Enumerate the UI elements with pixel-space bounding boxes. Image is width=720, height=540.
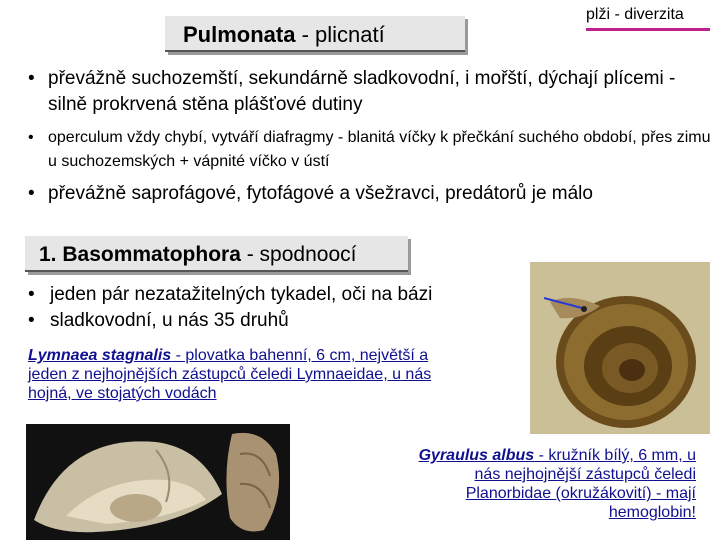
bullet-item [26, 282, 526, 308]
lymnaea-name: Lymnaea stagnalis [28, 347, 172, 364]
bullet-item [26, 66, 716, 118]
bullet-text: operculum vždy chybí, vytváří diafragmy - blanitá víčky k přečkání suchého období, přes zimu u suchozemských + vápnité víčko v ústí [48, 129, 711, 170]
section-title-bold: 1. Basommatophora [39, 243, 241, 266]
bullet-text: jeden pár nezatažitelných tykadel, oči na bázi [50, 284, 433, 305]
planorbid-snail-photo [530, 262, 710, 434]
section-bullets [26, 282, 526, 334]
bullet-icon: • [28, 284, 35, 305]
gyraulus-text: - kružník bílý, 6 mm, u nás nejhojnější zástupců čeledi Planorbidae (okružákovití) - mají hemoglobin! [465, 447, 696, 521]
gyraulus-name: Gyraulus albus [418, 447, 535, 464]
slide-title [165, 16, 465, 52]
bullet-item [26, 182, 716, 206]
pond-snail-shells-photo [26, 424, 290, 540]
topic-label: plži - diverzita [586, 6, 684, 23]
bullet-icon: • [28, 183, 35, 204]
lymnaea-caption [28, 346, 458, 403]
bullet-item [26, 126, 716, 174]
bullet-icon: • [28, 310, 35, 331]
bullet-text: sladkovodní, u nás 35 druhů [50, 310, 289, 331]
main-bullets [26, 66, 716, 214]
bullet-item [26, 308, 526, 334]
gyraulus-caption [398, 446, 696, 522]
section-title-rest: - spodnoocí [240, 243, 357, 266]
bullet-icon: • [28, 129, 34, 146]
bullet-text: převážně suchozemští, sekundárně sladkovodní, i mořští, dýchají plícemi - silně prokrvená stěna plášťové dutiny [48, 68, 676, 115]
bullet-icon: • [28, 68, 35, 89]
section-title [25, 236, 408, 272]
bullet-text: převážně saprofágové, fytofágové a všežravci, predátorů je málo [48, 183, 593, 204]
title-bold: Pulmonata [183, 22, 296, 47]
title-rest: - plicnatí [295, 22, 385, 47]
topic-underline [586, 28, 710, 31]
lymnaea-text: - plovatka bahenní, 6 cm, největší a jeden z nejhojnějších zástupců čeledi Lymnaeidae, u nás hojná, ve stojatých vodách [28, 347, 432, 402]
